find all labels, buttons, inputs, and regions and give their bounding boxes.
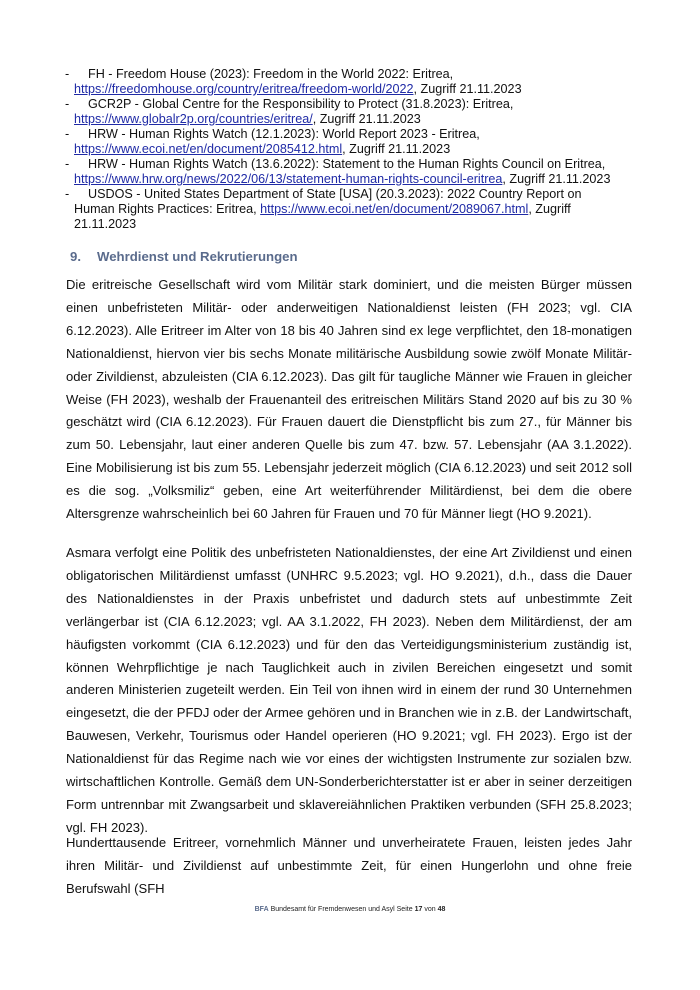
source-item (66, 187, 636, 232)
source-link[interactable]: https://freedomhouse.org/country/eritrea/freedom-world/2022 (74, 82, 414, 96)
list-dash: - (65, 67, 70, 81)
source-item (66, 157, 636, 187)
access-date: , Zugriff (528, 202, 571, 216)
access-date: , Zugriff 21.11.2023 (342, 142, 451, 156)
section-heading (70, 249, 298, 264)
list-dash: - (65, 97, 70, 111)
source-link[interactable]: https://www.ecoi.net/en/document/2085412.html (74, 142, 343, 156)
section-title: Wehrdienst und Rekrutierungen (97, 249, 298, 264)
access-date: , Zugriff 21.11.2023 (312, 112, 421, 126)
footer-brand: BFA (254, 906, 269, 913)
page-total: 48 (437, 906, 446, 913)
access-date: , Zugriff 21.11.2023 (502, 172, 611, 186)
body-paragraph: Die eritreische Gesellschaft wird vom Militär stark dominiert, und die meisten Bürger müssen einen unbefristeten Militär- oder anderweitigen Nationaldienst leisten (FH 2023; vgl. CIA 6.12.2023). Alle Eritreer im Alter von 18 bis 40 Jahren sind ex lege verpflichtet, den 18-monatigen Nationaldienst, hiervon vier bis sechs Monate militärische Ausbildung sowie zwölf Monate Militär- oder Zivildienst, abzuleisten (CIA 6.12.2023). Das gilt für taugliche Männer wie Frauen in gleicher Weise (FH 2023), weshalb der Frauenanteil des eritreischen Militärs Stand 2020 auf bis zu 30 % geschätzt wird (CIA 6.12.2023). Für Frauen dauert die Dienstpflicht bis zum 27., für Männer bis zum 50. Lebensjahr, laut einer anderen Quelle bis zum 47. bzw. 57. Lebensjahr (AA 3.1.2022). Eine Mobilisierung ist bis zum 55. Lebensjahr jederzeit möglich (CIA 6.12.2023) und seit 2012 soll es die sog. „Volksmiliz“ geben, eine Art weiterführender Militärdienst, bei dem die obere Altersgrenze wahrscheinlich bei 60 Jahren für Frauen und 70 für Männer liegt (HO 9.2021). (66, 277, 632, 522)
page-of: von (424, 906, 436, 913)
source-citation-continued: Human Rights Practices: Eritrea, (74, 202, 261, 216)
body-paragraph: Hunderttausende Eritreer, vornehmlich Männer und unverheiratete Frauen, leisten jedes Jahr ihren Militär- und Zivildienst auf unbestimmte Zeit, für einen Hungerlohn und ohne freie Berufswahl (SFH (66, 835, 632, 896)
source-list (66, 67, 636, 232)
source-citation: HRW - Human Rights Watch (13.6.2022): Statement to the Human Rights Council on Eritrea, (88, 157, 606, 171)
source-citation: USDOS - United States Department of State [USA] (20.3.2023): 2022 Country Report on (88, 187, 582, 201)
source-link[interactable]: https://www.ecoi.net/en/document/2089067.html (260, 202, 529, 216)
page-footer (0, 906, 700, 913)
body-paragraph: Asmara verfolgt eine Politik des unbefristeten Nationaldienstes, der eine Art Zivildienst und einen obligatorischen Militärdienst umfasst (UNHRC 9.5.2023; vgl. HO 9.2021), d.h., dass die Dauer des Nationaldienstes in der Praxis unbefristet und dadurch stets auf unbestimmte Zeit verlängerbar ist (CIA 6.12.2023; vgl. AA 3.1.2022, FH 2023). Neben dem Militärdienst, der am häufigsten vorkommt (CIA 6.12.2023) und für den das Verteidigungsministerium zuständig ist, können Wehrpflichtige je nach Tauglichkeit auch in zivilen Bereichen eingesetzt und somit anderen Ministerien zugeteilt werden. Ein Teil von ihnen wird in einem der rund 30 Unternehmen eingesetzt, die der PFDJ oder der Armee gehören und in Branchen wie in z.B. der Landwirtschaft, Bauwesen, Verkehr, Tourismus oder Handel operieren (HO 9.2021; vgl. FH 2023). Ergo ist der Nationaldienst für das Regime nach wie vor eines der wichtigsten Instrumente zur sozialen bzw. wirtschaftlichen Kontrolle. Gemäß dem UN-Sonderberichterstatter ist er aber in seiner derzeitigen Form untrennbar mit Zwangsarbeit und sklavereiähnlichen Praktiken verbunden (SFH 25.8.2023; vgl. FH 2023). (66, 545, 632, 835)
source-item (66, 67, 636, 97)
source-link[interactable]: https://www.hrw.org/news/2022/06/13/statement-human-rights-council-eritrea (74, 172, 503, 186)
source-link[interactable]: https://www.globalr2p.org/countries/eritrea/ (74, 112, 313, 126)
section-number: 9. (70, 249, 81, 264)
source-citation: GCR2P - Global Centre for the Responsibility to Protect (31.8.2023): Eritrea, (88, 97, 514, 111)
source-item (66, 97, 636, 127)
list-dash: - (65, 127, 70, 141)
access-date: , Zugriff 21.11.2023 (413, 82, 522, 96)
footer-text: Bundesamt für Fremdenwesen und Asyl Seite (270, 906, 413, 913)
source-citation: FH - Freedom House (2023): Freedom in the World 2022: Eritrea, (88, 67, 454, 81)
list-dash: - (65, 157, 70, 171)
source-item (66, 127, 636, 157)
source-citation: HRW - Human Rights Watch (12.1.2023): World Report 2023 - Eritrea, (88, 127, 480, 141)
list-dash: - (65, 187, 70, 201)
access-date-continued: 21.11.2023 (74, 217, 137, 231)
page-number: 17 (414, 906, 423, 913)
